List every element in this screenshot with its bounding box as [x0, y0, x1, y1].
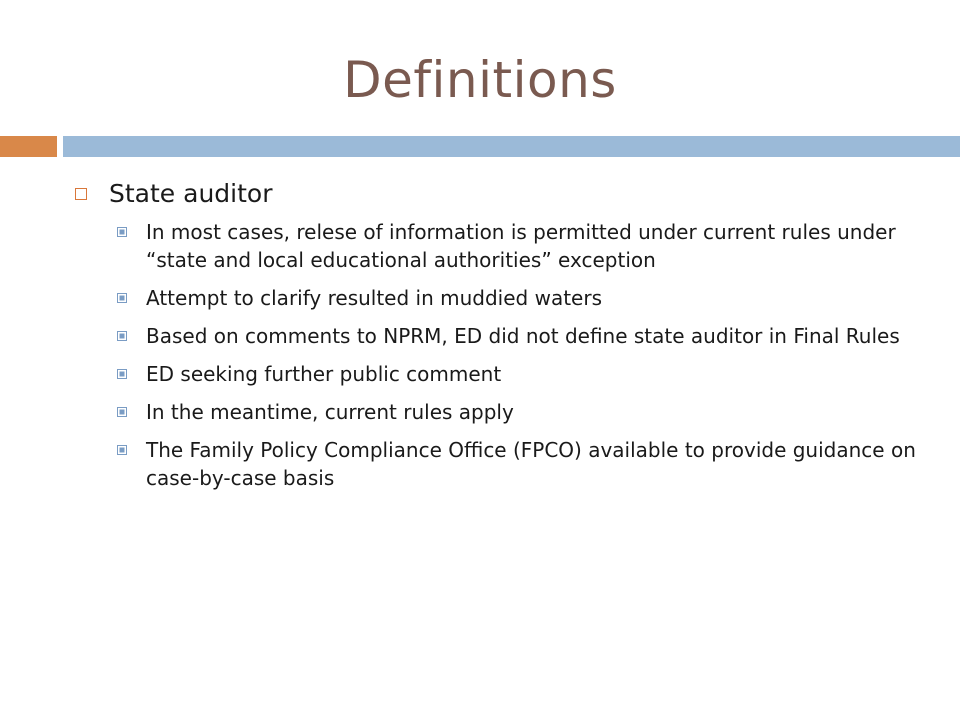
heading-bullet-text: State auditor [109, 179, 273, 208]
title-accent-bar [0, 136, 57, 157]
list-item-text: In the meantime, current rules apply [146, 400, 514, 424]
hollow-square-icon [75, 188, 87, 200]
sub-bullet-list [72, 218, 922, 492]
slide-body [72, 172, 922, 502]
slide-title: Definitions [343, 51, 617, 109]
list-item-text: Based on comments to NPRM, ED did not define state auditor in Final Rules [146, 324, 900, 348]
list-item [72, 218, 922, 274]
list-item [72, 360, 922, 388]
list-item [72, 322, 922, 350]
title-divider-bar [63, 136, 960, 157]
heading-bullet [72, 172, 922, 216]
list-item-text: ED seeking further public comment [146, 362, 502, 386]
filled-square-icon [117, 445, 127, 455]
filled-square-icon [117, 369, 127, 379]
list-item-text: The Family Policy Compliance Office (FPCO) available to provide guidance on case-by-case basis [146, 438, 916, 490]
filled-square-icon [117, 407, 127, 417]
list-item [72, 284, 922, 312]
filled-square-icon [117, 331, 127, 341]
list-item-text: In most cases, relese of information is permitted under current rules under “state and local educational authorities” exception [146, 220, 896, 272]
list-item [72, 398, 922, 426]
filled-square-icon [117, 293, 127, 303]
filled-square-icon [117, 227, 127, 237]
list-item [72, 436, 922, 492]
list-item-text: Attempt to clarify resulted in muddied waters [146, 286, 602, 310]
